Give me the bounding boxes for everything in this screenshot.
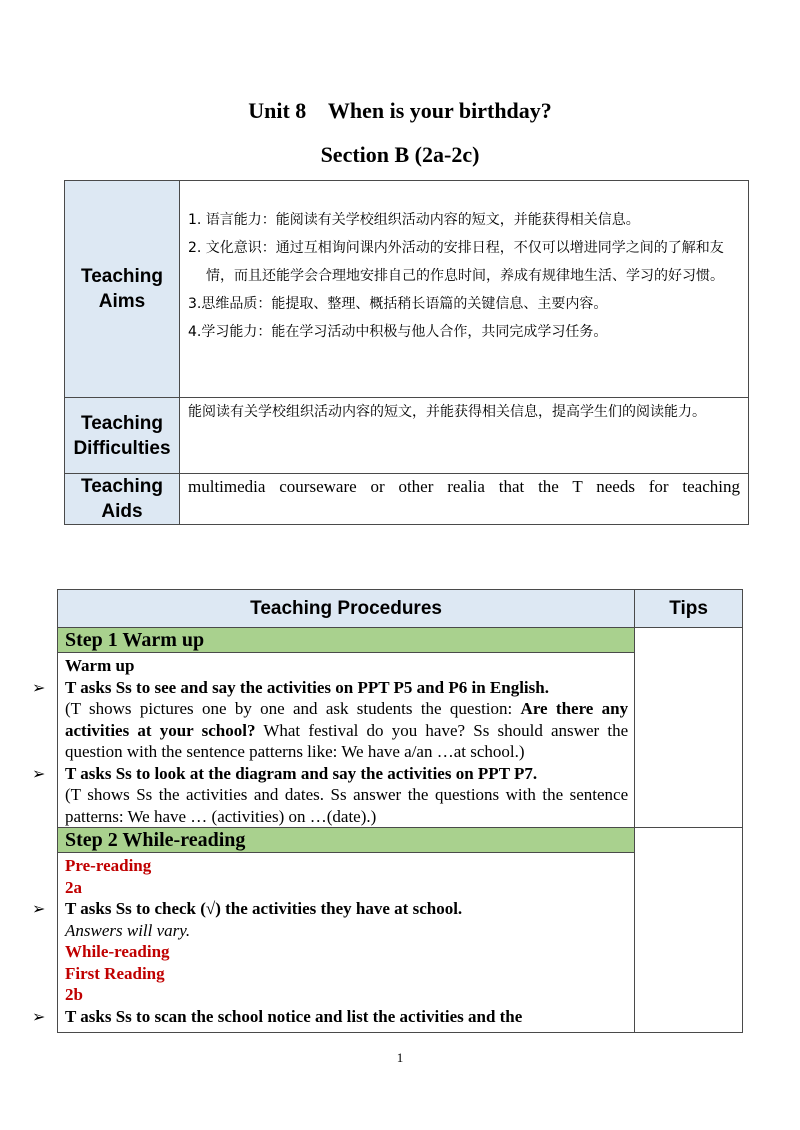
step1-item2-note: (T shows Ss the activities and dates. Ss answer the questions with the sentence patterns: We have … (activities) on …(date).) bbox=[65, 785, 629, 826]
teaching-aims-header-line1: Teaching bbox=[81, 266, 163, 287]
aim-4: 4.学习能力：能在学习活动中积极与他人合作，共同完成学习任务。 bbox=[188, 324, 608, 340]
teaching-aims-header-line2: Aims bbox=[98, 291, 146, 312]
bullet-arrow-icon: ➢ bbox=[32, 763, 46, 783]
step1-subtitle: Warm up bbox=[65, 656, 135, 675]
while-reading-label: While-reading bbox=[65, 942, 170, 961]
teaching-aims-header bbox=[65, 181, 180, 398]
step1-note-question: Are there any activities at your school? bbox=[65, 699, 629, 740]
aim-1: 1. 语言能力：能阅读有关学校组织活动内容的短文，并能获得相关信息。 bbox=[188, 212, 640, 228]
step2-item2-text: T asks Ss to scan the school notice and list the activities and the bbox=[65, 1006, 523, 1026]
step1-item2 bbox=[32, 763, 628, 785]
bullet-arrow-icon: ➢ bbox=[32, 899, 46, 918]
step2-tips-cell bbox=[635, 828, 743, 1033]
teaching-difficulties-header bbox=[65, 398, 180, 474]
teaching-aids-header-line2: Aids bbox=[101, 501, 143, 522]
step1-item2-text: T asks Ss to look at the diagram and say the activities on PPT P7. bbox=[65, 763, 538, 783]
label-2b: 2b bbox=[65, 985, 83, 1004]
step2-cell bbox=[32, 828, 635, 1033]
section-title: Section B (2a-2c) bbox=[320, 142, 480, 167]
step1-item1-text: T asks Ss to see and say the activities on PPT P5 and P6 in English. bbox=[65, 677, 549, 697]
step1-content bbox=[32, 653, 634, 827]
step2-content bbox=[32, 853, 634, 1027]
teaching-difficulties-header-line1: Teaching bbox=[81, 412, 163, 434]
step1-cell bbox=[32, 628, 635, 828]
teaching-aids-header-line1: Teaching bbox=[81, 476, 163, 497]
pre-reading-label: Pre-reading bbox=[65, 856, 152, 875]
bullet-arrow-icon: ➢ bbox=[32, 677, 46, 697]
teaching-procedures-table bbox=[32, 589, 743, 1033]
teaching-aids-content bbox=[180, 474, 749, 525]
teaching-difficulties-header-line2: Difficulties bbox=[73, 437, 171, 459]
teaching-difficulties-content: 能阅读有关学校组织活动内容的短文，并能获得相关信息，提高学生们的阅读能力。 bbox=[180, 398, 749, 474]
first-reading-label: First Reading bbox=[65, 963, 165, 983]
step1-item1 bbox=[32, 677, 628, 699]
step2-item2 bbox=[32, 1006, 628, 1028]
teaching-aids-text: multimedia courseware or other realia that the T needs for teaching bbox=[188, 477, 740, 496]
document-title: Unit 8 When is your birthday? bbox=[248, 98, 552, 123]
step2-item1-text: T asks Ss to check (√) the activities they have at school. bbox=[65, 899, 463, 918]
step1-tips-cell bbox=[635, 628, 743, 828]
page-number: 1 bbox=[396, 1050, 404, 1065]
label-2a: 2a bbox=[65, 877, 82, 897]
teaching-aims-content bbox=[180, 181, 749, 398]
step1-item1-note bbox=[65, 698, 628, 763]
tips-header: Tips bbox=[635, 590, 743, 628]
aim-3: 3.思维品质：能提取、整理、概括稍长语篇的关键信息、主要内容。 bbox=[188, 296, 608, 312]
step2-item1-note: Answers will vary. bbox=[65, 920, 191, 940]
step2-title: Step 2 While-reading bbox=[58, 828, 634, 853]
step1-note-part-a: (T shows pictures one by one and ask students the question: bbox=[65, 699, 521, 718]
step1-title: Step 1 Warm up bbox=[58, 628, 634, 653]
teaching-aims-table bbox=[64, 180, 749, 525]
aim-2: 2. 文化意识：通过互相询问课内外活动的安排日程，不仅可以增进同学之间的了解和友情，而且还能学会合理地安排自己的作息时间，养成有规律地生活、学习的好习惯。 bbox=[188, 240, 724, 284]
bullet-arrow-icon: ➢ bbox=[32, 1006, 46, 1026]
teaching-aids-header bbox=[65, 474, 180, 525]
step1-note-part-b: What festival do you have? Ss should answer the question with the sentence patterns like: We have a/an …at school.) bbox=[65, 720, 629, 761]
procedures-header: Teaching Procedures bbox=[58, 590, 635, 628]
step2-item1 bbox=[32, 898, 628, 920]
